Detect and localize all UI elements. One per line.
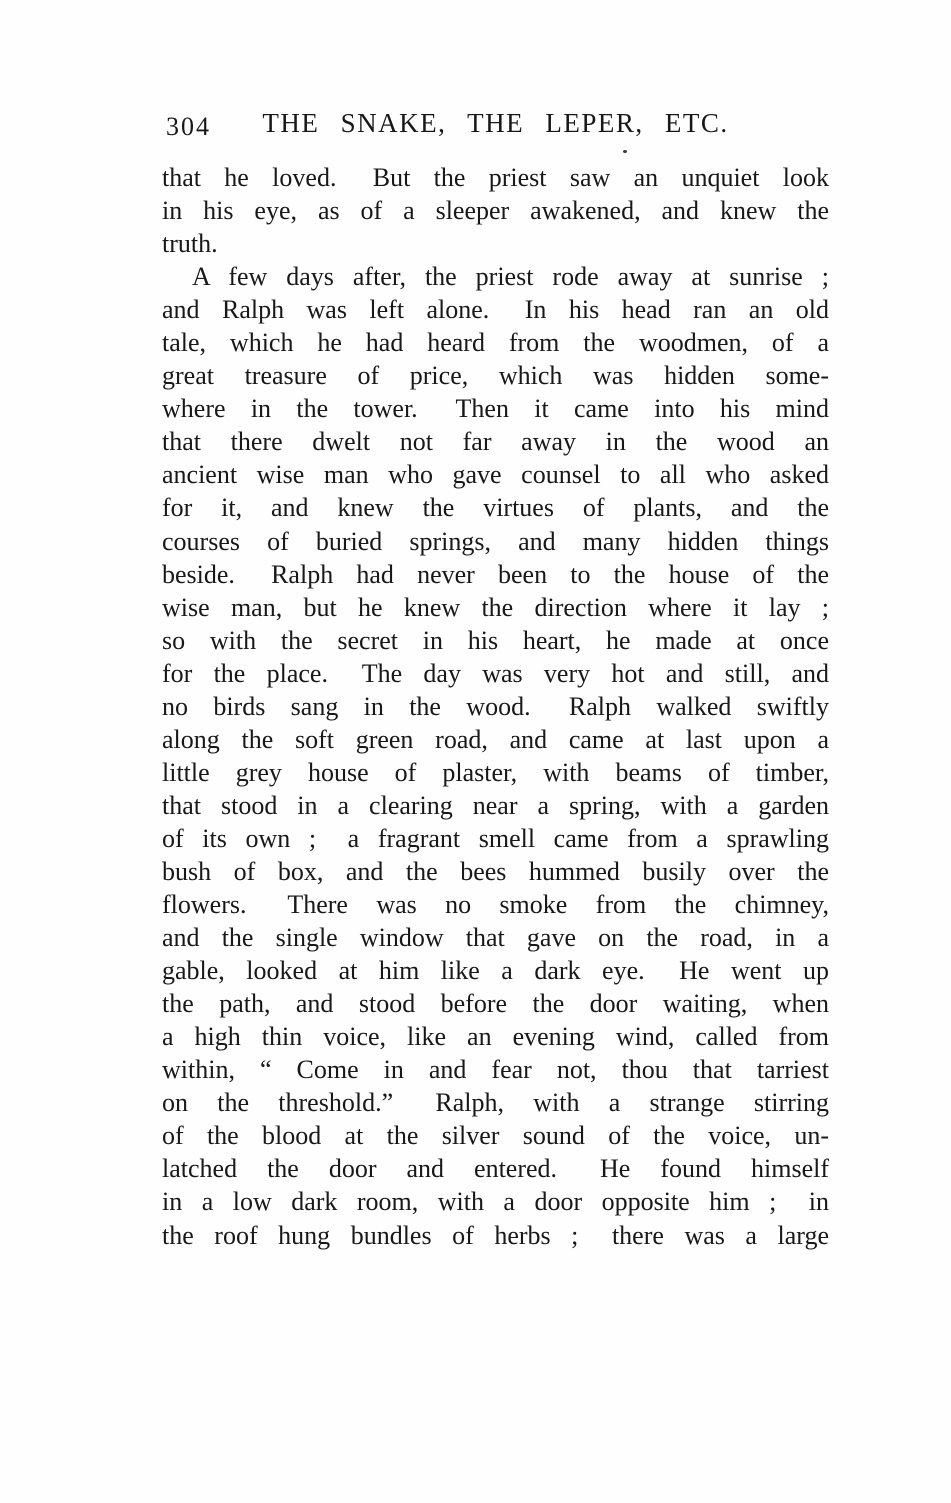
text-line: of its own ; a fragrant smell came from a sprawling [162, 823, 829, 853]
text-line: for it, and knew the virtues of plants, and the [162, 493, 829, 523]
page-number: 304 [166, 112, 211, 141]
text-line: within, “ Come in and fear not, thou that tarriest [162, 1055, 829, 1085]
text-lines [162, 161, 829, 1252]
text-line: and the single window that gave on the road, in a [162, 923, 829, 953]
text-line: beside. Ralph had never been to the house of the [162, 559, 829, 589]
text-line: that there dwelt not far away in the wood an [162, 427, 829, 457]
text-line: that stood in a clearing near a spring, with a garden [162, 790, 829, 820]
text-line: in his eye, as of a sleeper awakened, and knew the [162, 196, 829, 226]
text-line: a high thin voice, like an evening wind, called from [162, 1022, 829, 1052]
text-line: A few days after, the priest rode away at sunrise ; [192, 262, 829, 292]
text-line: gable, looked at him like a dark eye. He went up [162, 956, 829, 986]
text-line: wise man, but he knew the direction where it lay ; [162, 592, 829, 622]
page-header [162, 108, 829, 148]
text-line: ancient wise man who gave counsel to all who asked [162, 460, 829, 490]
running-title: THE SNAKE, THE LEPER, ETC. [262, 108, 729, 138]
text-line: that he loved. But the priest saw an unquiet look [162, 163, 829, 192]
text-line: little grey house of plaster, with beams of timber, [162, 757, 829, 787]
text-line: the roof hung bundles of herbs ; there was a large [162, 1220, 829, 1250]
text-line: flowers. There was no smoke from the chimney, [162, 890, 829, 920]
text-line: and Ralph was left alone. In his head ran an old [162, 295, 829, 325]
text-line: on the threshold.” Ralph, with a strange stirring [162, 1088, 829, 1118]
text-line: truth. [162, 229, 218, 259]
text-line: courses of buried springs, and many hidden things [162, 526, 829, 556]
text-line: along the soft green road, and came at last upon a [162, 724, 829, 754]
text-line: latched the door and entered. He found himself [162, 1154, 829, 1184]
text-line: tale, which he had heard from the woodmen, of a [162, 328, 829, 358]
text-line: the path, and stood before the door waiting, when [162, 989, 829, 1019]
text-line: in a low dark room, with a door opposite him ; in [162, 1187, 829, 1217]
text-line: great treasure of price, which was hidden some- [162, 361, 829, 391]
text-line: for the place. The day was very hot and still, and [162, 658, 829, 688]
text-line: so with the secret in his heart, he made at once [162, 625, 829, 655]
text-line: where in the tower. Then it came into his mind [162, 394, 829, 424]
text-line: bush of box, and the bees hummed busily over the [162, 856, 829, 886]
text-line: of the blood at the silver sound of the voice, un- [162, 1121, 829, 1151]
scan-speck [623, 150, 627, 153]
text-line: no birds sang in the wood. Ralph walked swiftly [162, 691, 829, 721]
